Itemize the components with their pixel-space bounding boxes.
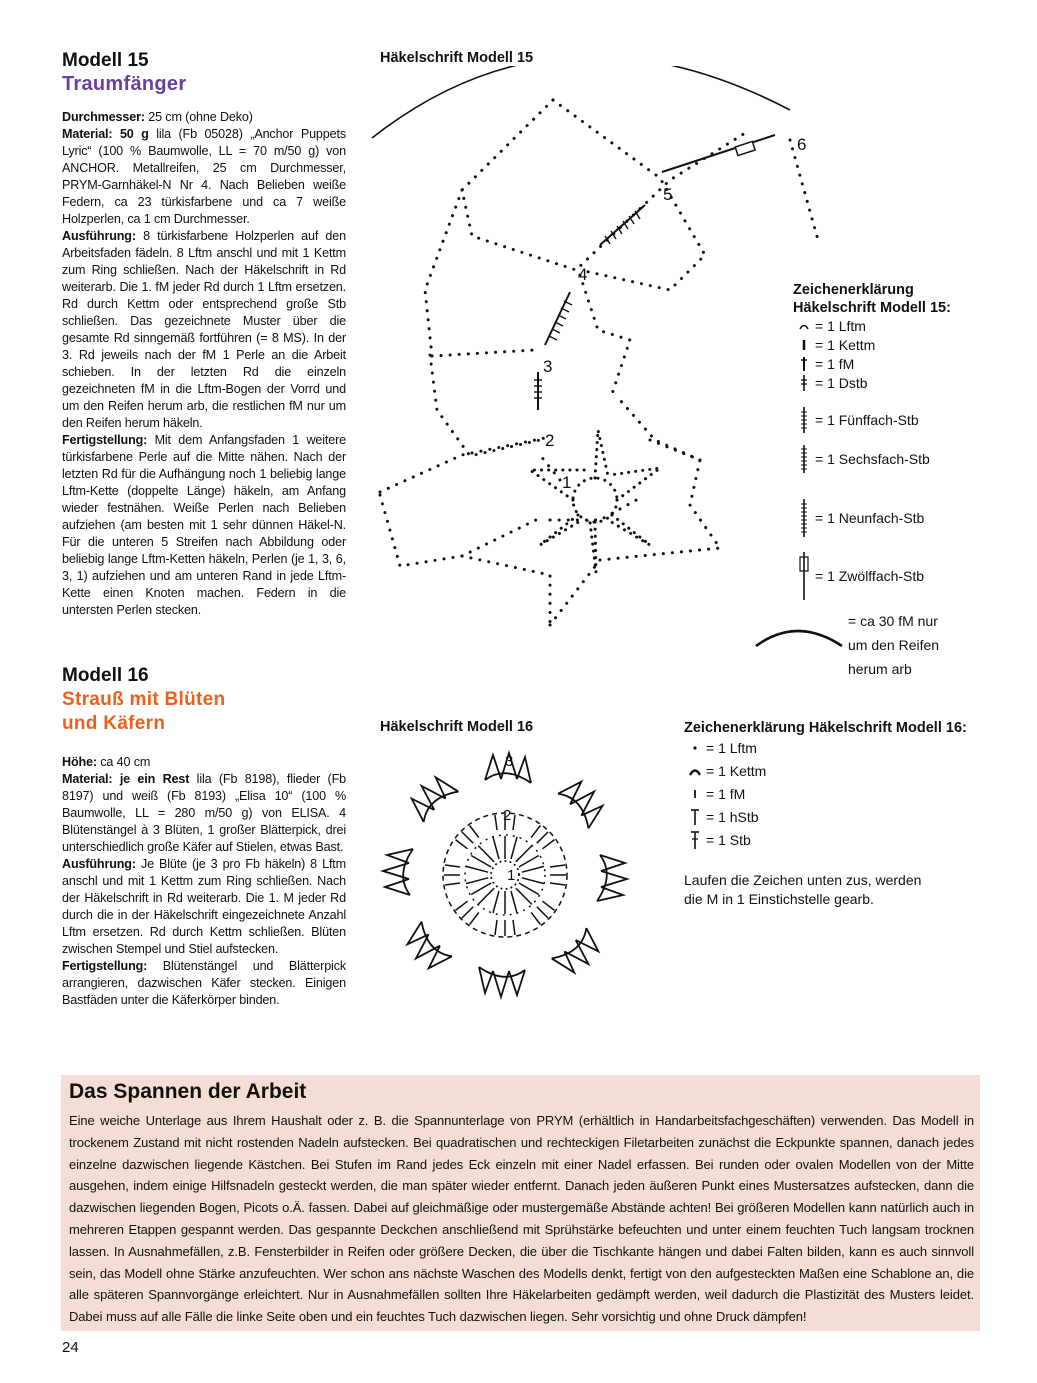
- m15-round-6: 6: [797, 135, 807, 154]
- twelvefold-treble-icon: [793, 551, 815, 601]
- model16-height: Höhe: ca 40 cm: [62, 755, 151, 769]
- model15-diagram-title: Häkelschrift Modell 15: [380, 50, 534, 66]
- model16-legend: [684, 736, 984, 851]
- m15-round-2: 2: [545, 431, 555, 450]
- model15-material: Material: 50 g lila (Fb 05028) „Anchor Puppets Lyric“ (100 % Baumwolle, LL = 70 m/50 g) von ANCHOR. Metallreifen, 25 cm Durchmesser, PRYM-Garnhäkel-N Nr 4. Nach Belieben weiße Federn, ca 23 türkisfarbene und ca 7 weiße Holzperlen, ca 1 cm Durchmesser.: [62, 127, 346, 226]
- chain-loops: [380, 100, 818, 625]
- model15-hoop-legend: = ca 30 fM nur um den Reifen herum arb: [848, 613, 940, 677]
- legend15-kettm: = 1 Kettm: [793, 335, 983, 354]
- model15-legend-title: Zeichenerklärung Häkelschrift Modell 15:: [793, 282, 951, 316]
- info-box: [61, 1075, 980, 1331]
- legend16-kettm: = 1 Kettm: [684, 759, 984, 782]
- half-double-icon: [684, 808, 706, 826]
- model15-legend: [793, 316, 983, 585]
- m15-round-3: 3: [543, 357, 553, 376]
- hoop-single-crochet-icon: [752, 622, 847, 652]
- legend16-stb: = 1 Stb: [684, 828, 984, 851]
- single-crochet-icon: [793, 355, 815, 373]
- legend15-sechsfach: = 1 Sechsfach-Stb: [793, 449, 983, 468]
- legend16-lftm: = 1 Lftm: [684, 736, 984, 759]
- legend16-fm: = 1 fM: [684, 782, 984, 805]
- model15-instructions: [62, 109, 346, 619]
- legend15-fm: = 1 fM: [793, 354, 983, 373]
- legend15-fuenffach: = 1 Fünffach-Stb: [793, 410, 983, 429]
- model15-diameter: Durchmesser: 25 cm (ohne Deko): [62, 110, 253, 124]
- m16-round-2: 2: [503, 807, 512, 824]
- hoop-arc: [372, 66, 790, 138]
- model15-subtitle: Traumfänger: [62, 73, 187, 95]
- model15-crochet-diagram: [360, 66, 840, 646]
- info-box-title: Das Spannen der Arbeit: [69, 1080, 307, 1103]
- legend15-zwoelffach: = 1 Zwölffach-Stb: [793, 566, 983, 585]
- info-box-text: Eine weiche Unterlage aus Ihrem Haushalt oder z. B. die Spannunterlage von PRYM (erhältlich in Handarbeitsfachgeschäften) verwenden. Das Modell in trockenem Zustand mit nicht rostenden Nadeln aufstecken. Bei quadratischen und rechteckigen Filetarbeiten zunächst die Eckpunkte spannen, danach jedes einzelne dazwischen liegende Kästchen. Bei Stufen im Rand jedes Eck einzeln mit einer Nadel erfassen. Bei runden oder ovalen Modellen von der Mitte ausgehen, indem einige Hilfsnadeln gesteckt werden, die man später wieder entfernt. Danach jeden äußeren Punkt eines Mustersatzes aufstecken, dann die dazwischen liegenden Bogen, Picots o.Ä. fassen. Dabei auf gleichmäßige oder mustergemäße Abstände achten! Bei größeren Modellen kann natürlich auch in mehreren Etappen gespannt werden. Das gespannte Deckchen anschließend mit Sprühstärke befeuchten und unter einem feuchten Tuch langsam trocknen lassen. In Ausnahmefällen, z.B. Fensterbilder in Reifen oder größere Decken, die über die Tischkante hängen und dabei Falten bilden, kann es auch sinnvoll sein, das Modell ohne Stärke anzufeuchten. Wer schon ans nächste Waschen des Modells denkt, fertigt von den aufgesteckten Maßen eine Schablone an, die alle späteren Spannvorgänge erleichtert. Nur in Ausnahmefällen sollten Ihre Häkelarbeiten gedämpft werden, weil dadurch die Plastizität des Musters leidet. Dabei muss auf alle Fälle die linke Seite oben und ein feuchtes Tuch dazwischen liegen. Sehr vorsichtig und ohne Druck dämpfen!: [69, 1113, 974, 1325]
- model16-legend-title: Zeichenerklärung Häkelschrift Modell 16:: [684, 720, 967, 736]
- model16-subtitle: Strauß mit Blüten und Käfern: [62, 689, 226, 734]
- legend15-lftm: = 1 Lftm: [793, 316, 983, 335]
- chain-dot-icon: [684, 743, 706, 753]
- model16-legend-note: Laufen die Zeichen unten zus, werden die M in 1 Einstichstelle gearb.: [684, 872, 922, 907]
- m15-round-4: 4: [578, 265, 588, 284]
- sextuple-treble-icon: [793, 444, 815, 474]
- page-number: 24: [62, 1339, 79, 1356]
- model16-material: Material: je ein Rest lila (Fb 8198), flieder (Fb 8197) und weiß (Fb 8193) „Elisa 10“ (100 % Baumwolle, LL = 280 m/50 g) von ELISA. 4 Blütenstängel à 3 Blüten, 1 großer Blätterpick, drei unterschiedlich große Käfer auf Stielen, etwas Bast.: [62, 772, 346, 854]
- legend16-hstb: = 1 hStb: [684, 805, 984, 828]
- model16-instructions: [62, 754, 346, 1009]
- m15-round-5: 5: [663, 185, 673, 204]
- ninefold-treble-icon: [793, 498, 815, 538]
- model16-finishing: Fertigstellung: Blütenstängel und Blätterpick arrangieren, dazwischen Käfer stecken. Einigen Bastfäden unter die Käferkörper binden.: [62, 959, 346, 1007]
- m16-round-1: 1: [507, 867, 516, 884]
- model16-execution: Ausführung: Je Blüte (je 3 pro Fb häkeln) 8 Lftm anschl und mit 1 Kettm zum Ring schließen. Nach der Häkelschrift in Rd weiterarb. Die 1. M jeder Rd durch die in der Häkelschrift eingezeichnete Anzahl Lftm ersetzen. Rd durch Kettm schließen. Blüten zwischen Stempel und Stiel aufstecken.: [62, 857, 346, 956]
- m16-round-3: 3: [505, 753, 514, 770]
- model15-execution: Ausführung: 8 türkisfarbene Holzperlen auf den Arbeitsfaden fädeln. 8 Lftm anschl und mit 1 Kettm zum Ring schließen. Nach der Häkelschrift in Rd weiterarb. Die 1. fM jeder Rd durch 1 Lftm ersetzen. Rd durch Kettm oder entsprechend große Stb schließen. Das gezeichnete Muster über die gesamte Rd sinngemäß fortführen (= 8 MS). In der 3. Rd jeweils nach der fM 1 Perle an die Arbeit schieben. In der letzten Rd die einzeln gezeichneten fM in die Lftm-Bogen der Vorrd und um den Reifen herum arb, die restlichen fM nur um den Reifen herum häkeln.: [62, 229, 346, 430]
- chain-stitch-icon: [793, 320, 815, 332]
- slip-stitch-icon: [793, 337, 815, 353]
- m15-round-1: 1: [562, 473, 572, 492]
- legend15-neunfach: = 1 Neunfach-Stb: [793, 508, 983, 527]
- quintuple-treble-icon: [793, 406, 815, 434]
- model16-crochet-diagram: [375, 740, 640, 1005]
- legend15-dstb: = 1 Dstb: [793, 373, 983, 392]
- double-treble-icon: [793, 374, 815, 392]
- slip-stitch-arc-icon: [684, 765, 706, 777]
- model16-heading: Modell 16: [62, 665, 149, 686]
- double-crochet-icon: [684, 830, 706, 850]
- model15-finishing: Fertigstellung: Mit dem Anfangsfaden 1 weitere türkisfarbene Perle auf die Mitte nähen. Nach der letzten Rd für die Aufhängung noch 1 beliebig lange Lftm-Kette (doppelte Länge) häkeln, am Anfang wieder festnähen. Weiße Perlen nach Belieben aufziehen (am besten mit 1 sehr dünnen Häkel-N. Für die unteren 5 Streifen nach Abbildung oder beliebig lange Lftm-Ketten häkeln, Perlen (je 1, 3, 6, 3, 1) aufziehen und am unteren Rand in jede Lftm-Kette einen Knoten machen. Federn in die untersten Perlen stecken.: [62, 433, 346, 617]
- single-crochet-icon: [684, 787, 706, 801]
- model16-diagram-title: Häkelschrift Modell 16: [380, 719, 534, 735]
- model15-heading: Modell 15: [62, 50, 149, 71]
